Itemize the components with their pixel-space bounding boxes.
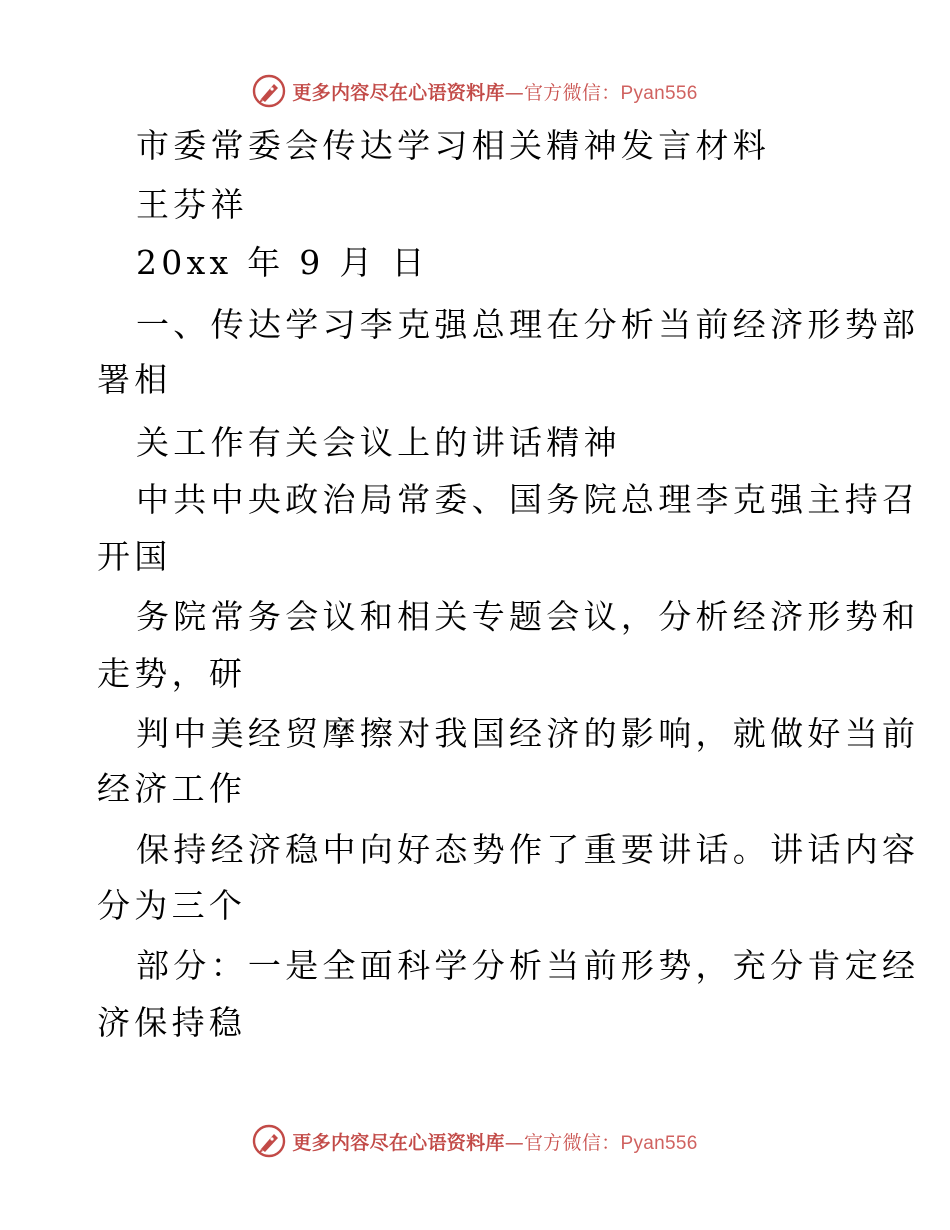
- watermark-separator: —: [504, 1131, 524, 1154]
- paragraph-line: 分为三个: [97, 886, 247, 925]
- footer-watermark: [0, 1121, 950, 1161]
- watermark-wechat-id: Pyan556: [620, 1132, 698, 1154]
- document-title: 市委常委会传达学习相关精神发言材料: [136, 126, 771, 165]
- paragraph-line: 经济工作: [97, 769, 247, 808]
- watermark-wechat-label: 官方微信：: [524, 1131, 621, 1154]
- document-date: 20xx 年 9 月 日: [136, 243, 429, 282]
- section-heading-line: 一、传达学习李克强总理在分析当前经济形势部: [136, 305, 920, 344]
- paragraph-line: 保持经济稳中向好态势作了重要讲话。讲话内容: [136, 830, 920, 869]
- paragraph-line: 开国: [97, 537, 172, 576]
- watermark-text: [292, 1128, 697, 1155]
- paragraph-line: 中共中央政治局常委、国务院总理李克强主持召: [136, 480, 920, 519]
- section-heading-line: 署相: [97, 360, 172, 399]
- paragraph-line: 济保持稳: [97, 1003, 247, 1042]
- pen-logo-icon: [252, 1124, 286, 1158]
- watermark-main-text: 更多内容尽在心语资料库: [292, 1131, 505, 1154]
- paragraph-line: 走势，研: [97, 654, 247, 693]
- pen-logo-icon: [252, 74, 286, 108]
- watermark-main-text: 更多内容尽在心语资料库: [292, 81, 505, 104]
- watermark-wechat-id: Pyan556: [620, 82, 698, 104]
- watermark-wechat-label: 官方微信：: [524, 81, 621, 104]
- section-heading-line: 关工作有关会议上的讲话精神: [136, 423, 621, 462]
- document-author: 王芬祥: [136, 185, 248, 224]
- watermark-separator: —: [504, 81, 524, 104]
- watermark-text: [292, 78, 697, 105]
- paragraph-line: 务院常务会议和相关专题会议，分析经济形势和: [136, 597, 920, 636]
- paragraph-line: 判中美经贸摩擦对我国经济的影响，就做好当前: [136, 714, 920, 753]
- header-watermark: [0, 71, 950, 111]
- paragraph-line: 部分：一是全面科学分析当前形势，充分肯定经: [136, 946, 920, 985]
